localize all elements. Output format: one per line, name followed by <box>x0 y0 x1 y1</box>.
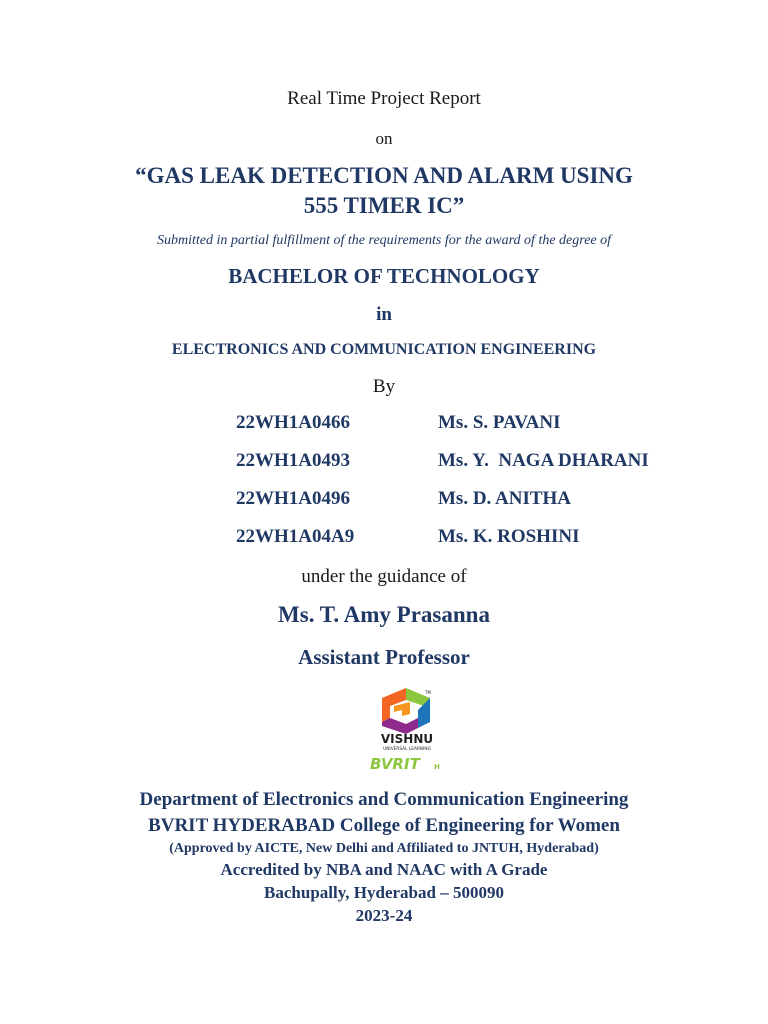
department-name: Department of Electronics and Communication Engineering <box>139 789 629 810</box>
student-roll-number: 22WH1A0496 <box>236 488 350 509</box>
svg-text:VISHNU: VISHNU <box>380 732 434 746</box>
student-roll-number: 22WH1A04A9 <box>236 526 355 547</box>
branch-name: ELECTRONICS AND COMMUNICATION ENGINEERING <box>171 341 597 358</box>
project-title-line-2: 555 TIMER IC” <box>303 193 465 218</box>
student-row <box>236 526 716 564</box>
guide-designation: Assistant Professor <box>298 645 470 669</box>
svg-text:BVRIT: BVRIT <box>370 755 420 773</box>
guide-name: Ms. T. Amy Prasanna <box>278 602 490 627</box>
logo-emblem-icon <box>366 684 448 776</box>
project-title-line-1: “GAS LEAK DETECTION AND ALARM USING <box>135 163 633 188</box>
college-name: BVRIT HYDERABAD College of Engineering for Women <box>148 815 620 836</box>
report-type: Real Time Project Report <box>287 88 481 109</box>
student-row <box>236 488 716 526</box>
svg-text:UNIVERSAL LEARNING: UNIVERSAL LEARNING <box>383 747 431 752</box>
college-address: Bachupally, Hyderabad – 500090 <box>264 883 504 902</box>
student-row <box>236 412 716 450</box>
student-row <box>236 450 716 488</box>
student-name: Ms. K. ROSHINI <box>438 526 580 547</box>
svg-text:TM: TM <box>425 690 431 695</box>
submitted-statement: Submitted in partial fulfillment of the requirements for the award of the degree of <box>156 233 612 248</box>
degree-name: BACHELOR OF TECHNOLOGY <box>228 264 540 288</box>
student-roll-number: 22WH1A0466 <box>236 412 350 433</box>
approval-statement: (Approved by AICTE, New Delhi and Affiliated to JNTUH, Hyderabad) <box>169 841 599 856</box>
vishnu-bvrit-logo <box>366 684 448 776</box>
on-label: on <box>375 129 393 148</box>
svg-text:H: H <box>434 763 440 771</box>
student-list <box>236 412 716 564</box>
student-name: Ms. S. PAVANI <box>438 412 561 433</box>
academic-year: 2023-24 <box>355 906 413 925</box>
by-label: By <box>372 376 396 397</box>
student-roll-number: 22WH1A0493 <box>236 450 350 471</box>
student-name: Ms. D. ANITHA <box>438 488 572 509</box>
accreditation-statement: Accredited by NBA and NAAC with A Grade <box>220 860 548 879</box>
student-name: Ms. Y. NAGA DHARANI <box>438 450 649 471</box>
guidance-label: under the guidance of <box>301 566 467 587</box>
in-label: in <box>376 304 392 325</box>
